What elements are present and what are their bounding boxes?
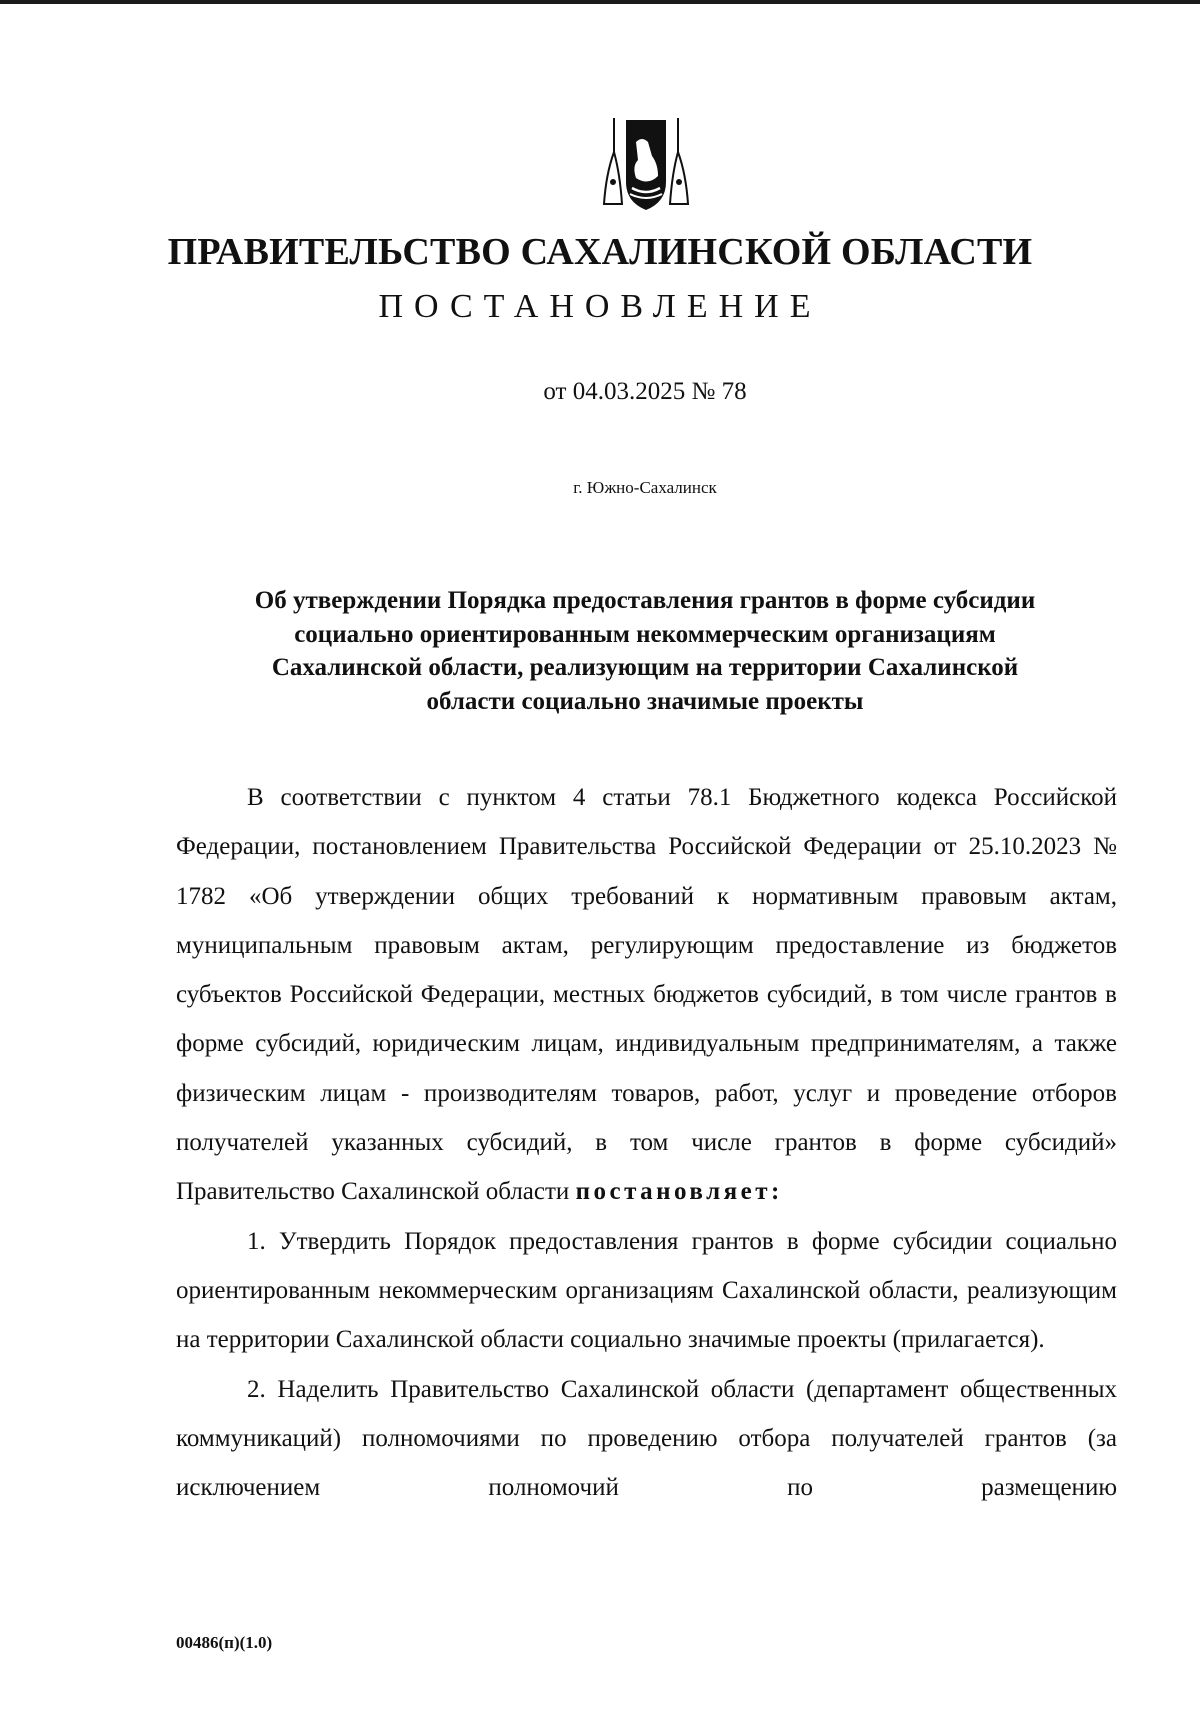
preamble-text: В соответствии с пунктом 4 статьи 78.1 Бюджетного кодекса Российской Федерации, постановлением Правительства Российской Федерации от 25.10.2023 № 1782 «Об утверждении общих требований к нормативным правовым актам, муниципальным правовым актам, регулирующим предоставление из бюджетов субъектов Российской Федерации, местных бюджетов субсидий, в том числе грантов в форме субсидий, юридическим лицам, индивидуальным предпринимателям, а также физическим лицам - производителям товаров, работ, услуг и проведение отборов получателей указанных субсидий, в том числе грантов в форме субсидий» Правительство Сахалинской области [176, 784, 1117, 1206]
organization-title: ПРАВИТЕЛЬСТВО САХАЛИНСКОЙ ОБЛАСТИ [167, 231, 1033, 273]
subject-line: области социально значимые проекты [426, 687, 864, 715]
coat-of-arms-emblem [596, 112, 696, 216]
subject-line: социально ориентированным некоммерческим организациям [294, 620, 996, 648]
document-city: г. Южно-Сахалинск [573, 478, 717, 497]
subject-line: Сахалинской области, реализующим на территории Сахалинской [271, 654, 1019, 681]
item-2-paragraph: 2. Наделить Правительство Сахалинской области (департамент общественных коммуникаций) полномочиями по проведению отбора получателей грантов (за исключением полномочий по размещению [176, 1375, 1117, 1502]
document-date-number: от 04.03.2025 № 78 [543, 378, 747, 405]
resolves-word: постановляет: [575, 1178, 783, 1206]
item-1-paragraph: 1. Утвердить Порядок предоставления грантов в форме субсидии социально ориентированным некоммерческим организациям Сахалинской области, реализующим на территории Сахалинской области социально значимые проекты (прилагается). [176, 1227, 1117, 1354]
preamble-paragraph [176, 773, 1117, 1217]
scan-top-edge [0, 0, 1200, 4]
footer-document-code: 00486(п)(1.0) [176, 1633, 273, 1652]
document-type: ПОСТАНОВЛЕНИЕ [378, 288, 822, 325]
document-body [176, 773, 1117, 1512]
subject-line: Об утверждении Порядка предоставления грантов в форме субсидии [254, 587, 1036, 614]
document-subject [150, 584, 1140, 718]
